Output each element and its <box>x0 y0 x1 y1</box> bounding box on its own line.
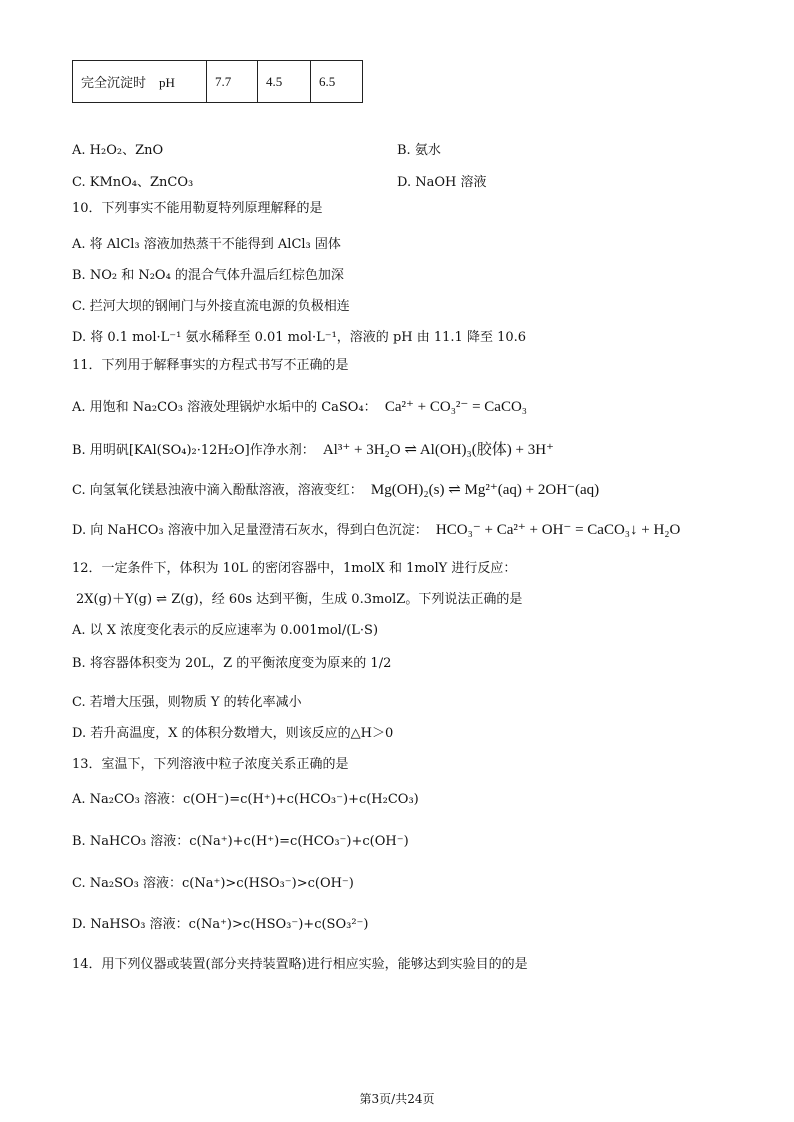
q12-stem: 12．一定条件下，体积为 10L 的密闭容器中，1molX 和 1molY 进行反应： <box>72 561 517 576</box>
q11-option-d-text: D. 向 NaHCO₃ 溶液中加入足量澄清石灰水，得到白色沉淀： <box>72 523 428 538</box>
q13-option-c: C. Na₂SO₃ 溶液：c(Na⁺)>c(HSO₃⁻)>c(OH⁻) <box>72 876 354 891</box>
q11-option-d <box>72 521 680 539</box>
q10-option-c: C. 拦河大坝的钢闸门与外接直流电源的负极相连 <box>72 299 350 314</box>
q14-stem: 14．用下列仪器或装置(部分夹持装置略)进行相应实验，能够达到实验目的的是 <box>72 957 528 972</box>
table-row <box>73 61 363 103</box>
q11-option-d-equation: HCO₃⁻ + Ca²⁺ + OH⁻ = CaCO₃↓ + H₂O <box>435 522 681 538</box>
q12-option-d: D. 若升高温度，X 的体积分数增大，则该反应的△H＞0 <box>72 726 394 741</box>
table-row-label: 完全沉淀时 pH <box>73 61 207 103</box>
q11-option-a <box>72 398 527 416</box>
table-cell: 6.5 <box>311 61 363 103</box>
q9-option-c: C. KMnO₄、ZnCO₃ <box>72 175 194 190</box>
q10-option-d: D. 将 0.1 mol·L⁻¹ 氨水稀释至 0.01 mol·L⁻¹，溶液的 pH 由 11.1 降至 10.6 <box>72 330 527 345</box>
q11-option-a-equation: Ca²⁺ + CO₃²⁻ = CaCO₃ <box>384 399 528 415</box>
precipitation-ph-table <box>72 60 363 103</box>
q10-stem: 10．下列事实不能用勒夏特列原理解释的是 <box>72 201 323 216</box>
q9-option-a: A. H₂O₂、ZnO <box>72 143 164 158</box>
q11-option-b <box>72 441 554 459</box>
q12-reaction: 2X(g)＋Y(g) ⇌ Z(g)，经 60s 达到平衡，生成 0.3molZ。下列说法正确的是 <box>76 592 523 607</box>
q12-option-b: B. 将容器体积变为 20L，Z 的平衡浓度变为原来的 1/2 <box>72 656 392 671</box>
q11-option-c-text: C. 向氢氧化镁悬浊液中滴入酚酞溶液，溶液变红： <box>72 483 363 498</box>
table-cell: 7.7 <box>207 61 258 103</box>
table-cell: 4.5 <box>258 61 311 103</box>
q11-option-b-text: B. 用明矾[KAl(SO₄)₂·12H₂O]作净水剂： <box>72 443 315 458</box>
q11-option-b-equation: Al³⁺ + 3H₂O ⇌ Al(OH)₃(胶体) + 3H⁺ <box>322 442 554 458</box>
q10-option-a: A. 将 AlCl₃ 溶液加热蒸干不能得到 AlCl₃ 固体 <box>72 237 341 252</box>
q12-option-a: A. 以 X 浓度变化表示的反应速率为 0.001mol/(L·S) <box>72 623 379 638</box>
page-footer: 第3页/共24页 <box>359 1092 435 1106</box>
q13-option-d: D. NaHSO₃ 溶液：c(Na⁺)>c(HSO₃⁻)+c(SO₃²⁻) <box>72 917 369 932</box>
q11-stem: 11．下列用于解释事实的方程式书写不正确的是 <box>72 358 349 373</box>
q11-option-a-text: A. 用饱和 Na₂CO₃ 溶液处理锅炉水垢中的 CaSO₄： <box>72 400 377 415</box>
q9-option-b: B. 氨水 <box>397 143 441 158</box>
q13-option-a: A. Na₂CO₃ 溶液：c(OH⁻)=c(H⁺)+c(HCO₃⁻)+c(H₂CO₃) <box>72 792 419 807</box>
q11-option-c <box>72 481 599 499</box>
q13-stem: 13．室温下，下列溶液中粒子浓度关系正确的是 <box>72 757 349 772</box>
q10-option-b: B. NO₂ 和 N₂O₄ 的混合气体升温后红棕色加深 <box>72 268 344 283</box>
q13-option-b: B. NaHCO₃ 溶液：c(Na⁺)+c(H⁺)=c(HCO₃⁻)+c(OH⁻) <box>72 834 409 849</box>
q12-option-c: C. 若增大压强，则物质 Y 的转化率减小 <box>72 695 302 710</box>
q9-option-d: D. NaOH 溶液 <box>397 175 487 190</box>
q11-option-c-equation: Mg(OH)₂(s) ⇌ Mg²⁺(aq) + 2OH⁻(aq) <box>370 482 600 498</box>
